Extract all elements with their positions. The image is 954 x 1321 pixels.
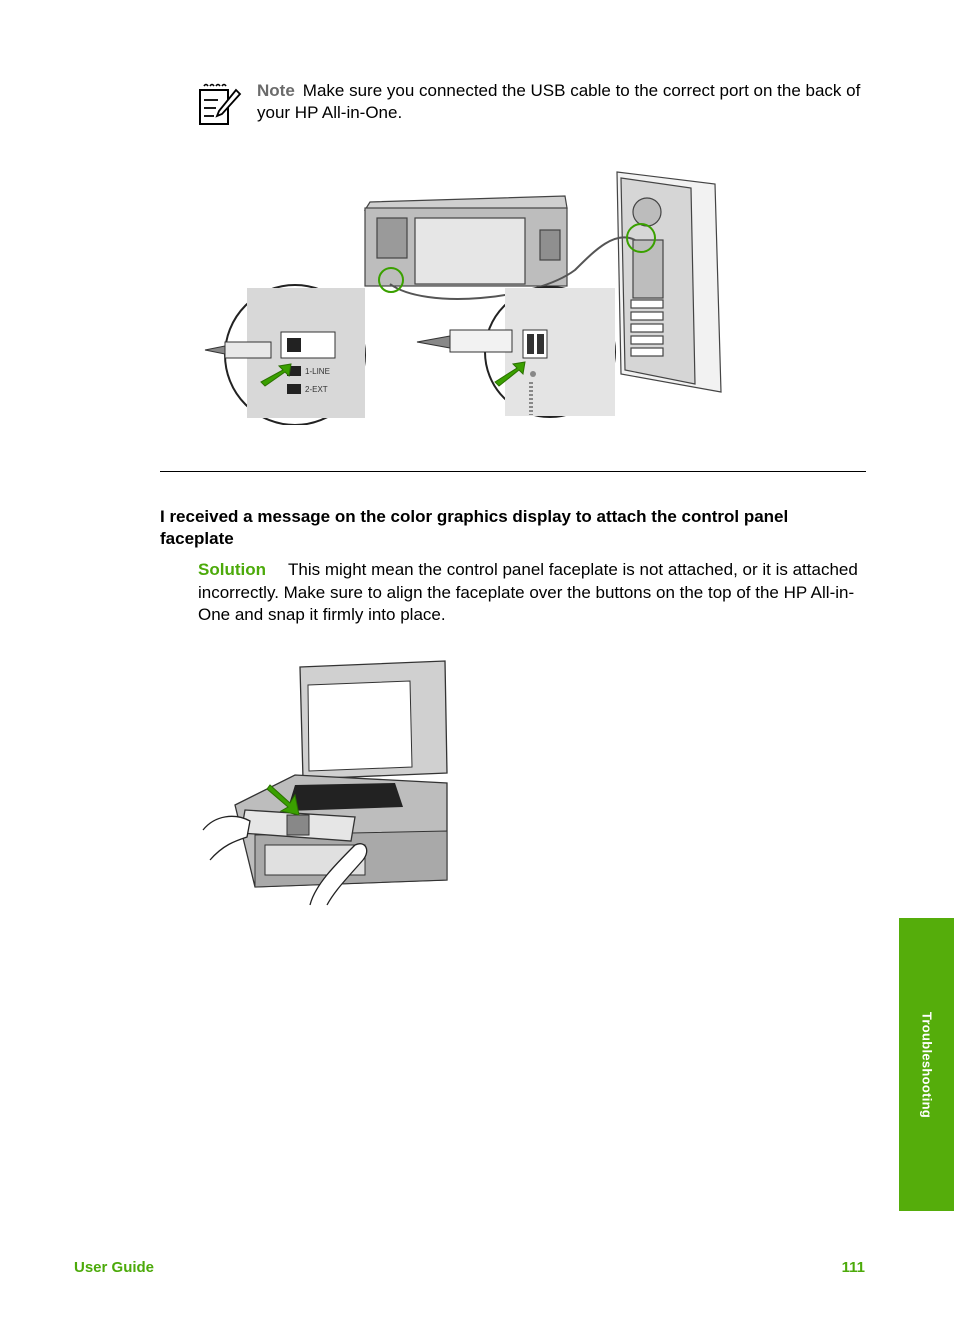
footer-page-number: 111 (841, 1259, 865, 1276)
port-label-line: 1-LINE (305, 367, 330, 376)
footer-guide-title: User Guide (74, 1259, 155, 1276)
note-body: Make sure you connected the USB cable to the correct port on the back of your HP All-in-One. (257, 81, 861, 122)
port-label-ext: 2-EXT (305, 385, 328, 394)
faceplate-figure (195, 655, 453, 907)
side-tab-label: Troubleshooting (919, 1011, 934, 1118)
printer-port-zoom (205, 285, 365, 425)
note-paragraph (257, 80, 867, 124)
printer-back (365, 196, 567, 286)
note-label: Note (257, 81, 295, 100)
usb-connection-figure (195, 160, 730, 425)
computer-tower (617, 172, 721, 392)
solution-body: This might mean the control panel faceplate is not attached, or it is attached incorrectly. Make sure to align the faceplate over the buttons on the top of the HP All-in-One and snap it firmly into place. (198, 560, 858, 624)
section-divider (160, 471, 866, 472)
computer-port-zoom (417, 287, 615, 417)
section-heading: I received a message on the color graphics display to attach the control panel faceplate (160, 507, 789, 548)
solution-label: Solution (198, 560, 266, 579)
side-tab (899, 918, 954, 1211)
note-icon (196, 82, 242, 128)
solution-paragraph (198, 559, 858, 627)
